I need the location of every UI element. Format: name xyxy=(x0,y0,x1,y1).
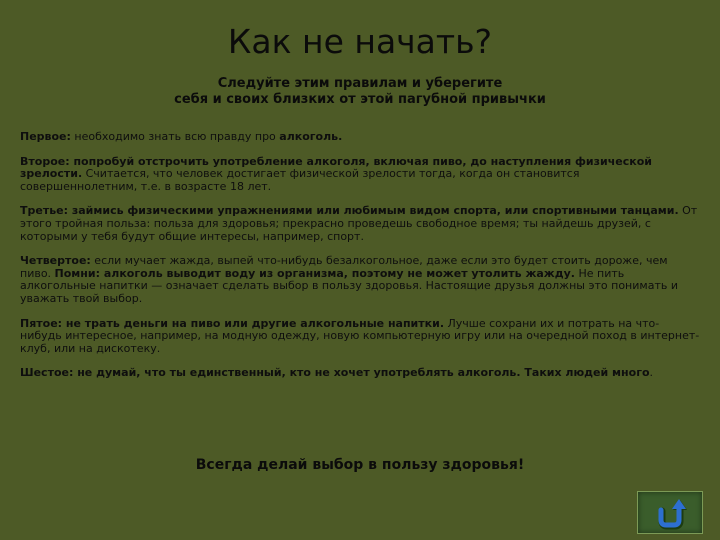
rule-label: Четвертое: xyxy=(20,254,91,268)
rule-bold: займись физическими упражнениями или любимым видом спорта, или спортивными танцами. xyxy=(68,204,679,218)
rule-label: Первое: xyxy=(20,130,71,143)
rule-label: Третье: xyxy=(20,204,69,218)
u-turn-arrow-icon xyxy=(653,496,687,530)
slide-title: Как не начать? xyxy=(227,22,493,61)
slide-subtitle xyxy=(0,76,720,108)
rule-text: . xyxy=(649,366,653,380)
rule-label: Шестое: xyxy=(20,366,74,380)
rule-6 xyxy=(20,367,700,380)
rule-text-2: Не пить алкогольные напитки — означает сделать выбор в пользу здоровья. Настоящие друзья должны это понимать и уважать твой выбор. xyxy=(20,266,678,305)
rule-bold: не трать деньги на пиво или другие алкогольные напитки. xyxy=(62,316,444,330)
subtitle-line-1: Следуйте этим правилам и уберегите xyxy=(217,76,503,91)
rules-list xyxy=(20,131,700,392)
rule-text: Считается, что человек достигает физической зрелости тогда, когда он становится совершеннолетним, т.е. в возрасте 18 лет. xyxy=(20,167,580,193)
rule-2 xyxy=(20,156,700,194)
rule-bold-2: алкоголь. xyxy=(279,130,343,143)
rule-text: если мучает жажда, выпей что-нибудь безалкогольное, даже если это будет стоить дороже, чем пиво. xyxy=(20,254,668,280)
rule-4 xyxy=(20,255,700,305)
health-slogan: Всегда делай выбор в пользу здоровья! xyxy=(195,457,525,473)
rule-text: Лучше сохрани их и потрать на что-нибудь интересное, например, на модную одежду, новую компьютерную игру или на очередной поход в интернет-клуб, или на дискотеку. xyxy=(20,316,700,355)
rule-bold: попробуй отстрочить употребление алкоголя, включая пиво, до наступления физической зрелости. xyxy=(20,154,653,181)
rule-text: необходимо знать всю правду про xyxy=(70,130,280,143)
rule-label: Пятое: xyxy=(20,316,63,330)
subtitle-line-2: себя и своих близких от этой пагубной привычки xyxy=(174,92,546,107)
rule-text: От этого тройная польза: польза для здоровья; прекрасно проведешь свободное время; ты найдешь друзей, с которыми у тебя будут общие интересы, например, спорт. xyxy=(20,204,698,243)
rule-3 xyxy=(20,205,700,243)
rule-5 xyxy=(20,318,700,356)
rule-bold: не думай, что ты единственный, кто не хочет употреблять алкоголь. Таких людей много xyxy=(73,366,650,380)
return-button[interactable] xyxy=(637,491,703,534)
rule-1 xyxy=(20,131,700,144)
rule-bold-2: Помни: алкоголь выводит воду из организма, поэтому не может утолить жажду. xyxy=(54,266,575,280)
rule-label: Второе: xyxy=(20,154,70,168)
